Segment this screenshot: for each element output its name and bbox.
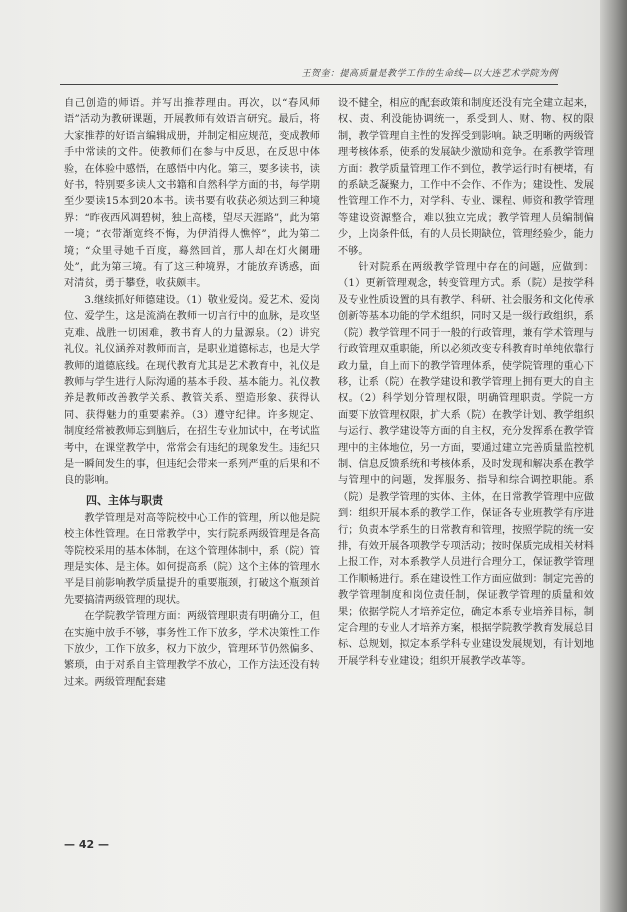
header-rule	[60, 84, 558, 85]
paragraph-management: 教学管理是对高等院校中心工作的管理，所以他是院校主体性管理。在日常教学中，实行院系两级管理是各高等院校采用的基本体制，在这个管理体制中，系（院）管理是实体、是主体。如何提高系（院）这个主体的管理水平是目前影响教学质量提升的重要瓶颈，打破这个瓶颈首先要搞清两级管理的现状。	[64, 512, 320, 606]
paragraph-continuation: 自己创造的师语。并写出推荐理由。再次，以“春风师语”活动为教研课题，开展教师有效语言研究。最后，将大家推荐的好语言编辑成册，并制定相应规范，变成教师手中常读的文件。使教师们在参与中反思，在反思中体验，在体验中感悟，在感悟中内化。第三，要多读书，读好书，特别要多读人文书籍和自然科学方面的书，每学期至少要读15本到20本书。读书要有收获必须达到三种境界：“昨夜西风凋碧树，独上高楼，望尽天涯路”，此为第一境；“衣带渐宽终不悔，为伊消得人憔悴”，此为第二境；“众里寻她千百度，蓦然回首，那人却在灯火阑珊处”，此为第三境。有了这三种境界，才能放弃诱惑，面对清贫，勇于攀登，收获颇丰。	[64, 98, 320, 290]
paragraph-measures: 针对院系在两级教学管理中存在的问题，应做到：（1）更新管理观念，转变管理方式。系（院）是按学科及专业性质设置的具有教学、科研、社会服务和文化传承创新等基本功能的学术组织，同时又是一级行政组织，系（院）教学管理不同于一般的行政管理，兼有学术管理与行政管理双重职能，所以必须改变专科教育时单纯依靠行政力量，自上而下的教学管理体系，使学院管理的重心下移，让系（院）在教学建设和教学管理上拥有更大的自主权。（2）科学划分管理权限，明确管理职责。学院一方面要下放管理权限，扩大系（院）在教学计划、教学组织与运行、教学建设等方面的自主权，充分发挥系在教学管理中的主体地位，另一方面，要通过建立完善质量监控机制、信息反馈系统和考核体系，及时发现和解决系在教学与管理中的问题，发挥服务、指导和综合调控职能。系（院）是教学管理的实体、主体，在日常教学管理中应做到：组织开展本系的教学工作，保证各专业班教学有序进行；负责本学系生的日常教育和管理，按照学院的统一安排，有效开展各项教学专项活动；按时保质完成相关材料上报工作，对本系教学人员进行合理分工，保证教学管理工作顺畅进行。系在建设性工作方面应做到：制定完善的教学管理制度和岗位责任制，保证教学管理的质量和效果；依据学院人才培养定位，确定本系专业培养目标，制定合理的专业人才培养方案，根据学院教学教育发展总目标、总规划，拟定本系学科专业建设发展规划，有计划地开展学科专业建设；组织开展教学改革等。	[338, 262, 594, 667]
running-header: 王贺奎：提高质量是教学工作的生命线—以大连艺术学院为例	[301, 69, 558, 79]
left-column	[64, 96, 320, 691]
paragraph-ethics: 3.继续抓好师德建设。（1）敬业爱岗。爱艺术、爱岗位、爱学生，这是流淌在教师一切言行中的血脉，是攻坚克难、战胜一切困难，教书育人的力量源泉。（2）讲究礼仪。礼仪涵养对教师而言，是职业道德标志，也是大学教师的道德底线。在现代教育尤其是艺术教育中，礼仪是教师与学生进行人际沟通的基本手段、基本能力。礼仪教养是教师改善教学关系、教管关系、塑造形象、获得认同、获得魅力的重要素养。（3）遵守纪律。许多规定、制度经常被教师忘到脑后，在招生专业加试中，在考试监考中，在课堂教学中，常常会有违纪的现象发生。违纪只是一瞬间发生的事，但违纪会带来一系列严重的后果和不良的影响。	[64, 294, 320, 487]
book-spine-shadow	[600, 0, 627, 912]
section-heading: 四、主体与职责	[86, 493, 163, 507]
paragraph-college-management: 在学院教学管理方面：两级管理职责有明确分工，但在实施中放手不够，事务性工作下放多，学术决策性工作下放少，工作下放多，权力下放少，管理环节仍然偏多、繁琐，由于对系自主管理教学不放心，工作方法还没有转过来。两级管理配套建	[64, 611, 320, 688]
right-column	[338, 96, 594, 670]
paragraph-continuation-right: 设不健全，相应的配套政策和制度还没有完全建立起来，权、责、利没能协调统一，系受到人、财、物、权的限制，教学管理自主性的发挥受到影响。缺乏明晰的两级管理考核体系，使系的发展缺少激励和竞争。在系教学管理方面：教学质量管理工作不到位，教学运行时有梗堵，有的系缺乏凝聚力，工作中不会作、不作为；建设性、发展性管理工作不力，对学科、专业、课程、师资和教学管理等建设资源整合，难以独立完成；教学管理人员编制偏少，上岗条件低，有的人员长期缺位，管理经验少，能力不够。	[338, 98, 594, 257]
page-number: — 42 —	[64, 838, 109, 851]
